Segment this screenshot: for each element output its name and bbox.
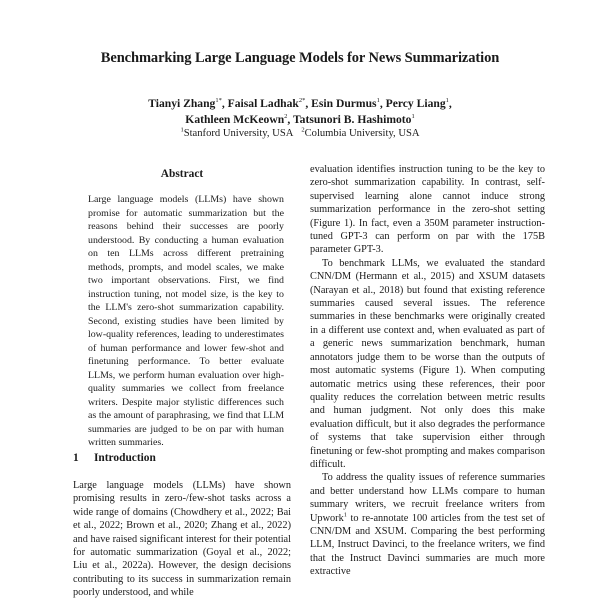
author-line-1: Tianyi Zhang$^{1*}$, Faisal Ladhak$^{2*}$, Esin Durmus$^1$, Percy Liang$^1$, — [148, 97, 452, 110]
right-paragraph-2: To benchmark LLMs, we evaluated the standard CNN/DM (Hermann et al., 2015) and XSUM datasets (Narayan et al., 2018) but found that existing reference summaries caused several issues. The reference summaries in these benchmarks were originally created in a different use context and, when evaluated as part of a generic news summarization benchmark, human annotators judge them to be worse than the outputs of most automatic systems (Figure 1). When computing automatic metrics using these references, their poor quality reduces the correlation between metric results and human judgment. Not only does this make evaluation difficult, but it also degrades the performance of systems that take supervision either through finetuning or few-shot prompting and makes comparison difficult. — [310, 257, 545, 470]
affiliations — [0, 128, 600, 139]
section-title: Introduction — [94, 452, 156, 464]
paper-title: Benchmarking Large Language Models for News Summarization — [100, 50, 500, 66]
affiliation: $^2$Columbia University, USA — [301, 126, 420, 139]
section-number: 1 — [73, 452, 79, 464]
author: Faisal Ladhak$^{2*}$ — [227, 97, 306, 110]
author-line-2: Kathleen McKeown$^2$, Tatsunori B. Hashimoto$^1$ — [185, 113, 415, 126]
abstract-heading: Abstract — [160, 168, 204, 180]
author: Percy Liang$^1$ — [385, 97, 449, 110]
right-column — [310, 163, 545, 579]
right-paragraph-3: To address the quality issues of reference summaries and better understand how LLMs compare to human summary writers, we recruit freelance writers from Upwork$^1$ to re-annotate 100 articles from the test set of CNN/DM and XSUM. Comparing the best performing LLM, Instruct Davinci, to the freelance writers, we find that the Instruct Davinci summaries are much more extractive — [310, 472, 545, 578]
author: Tatsunori B. Hashimoto$^1$ — [293, 113, 415, 126]
footnote-marker[interactable]: 1 — [343, 511, 347, 519]
affiliation: $^1$Stanford University, USA — [180, 126, 294, 139]
author-list — [0, 96, 600, 128]
abstract-text: Large language models (LLMs) have shown promise for automatic summarization but the reasons behind their successes are poorly understood. By conducting a human evaluation on ten LLMs across different pretraining methods, prompts, and model scales, we make two important observations. First, we find instruction tuning, not model size, is the key to the LLM's zero-shot summarization capability. Second, existing studies have been limited by low-quality references, leading to underestimates of human performance and lower few-shot and finetuning performance. To better evaluate LLMs, we perform human evaluation over high-quality summaries we collect from freelance writers. Despite major stylistic differences such as the amount of paraphrasing, we find that LLM summaries are judged to be on par with human written summaries. — [88, 194, 284, 448]
author: Tianyi Zhang$^{1*}$ — [148, 97, 222, 110]
author: Esin Durmus$^1$ — [311, 97, 380, 110]
right-paragraph-1: evaluation identifies instruction tuning to be the key to zero-shot summarization capability. In contrast, self-supervised learning alone cannot induce strong summarization performance in the zero-shot setting (Figure 1). In fact, even a 350M parameter instruction-tuned GPT-3 can perform on par with the 175B parameter GPT-3. — [310, 164, 545, 256]
intro-paragraph-left: Large language models (LLMs) have shown promising results in zero-/few-shot tasks across a wide range of domains (Chowdhery et al., 2022; Bai et al., 2022; Brown et al., 2020; Zhang et al., 2022) and have raised significant interest for their potential for automatic summarization (Goyal et al., 2022; Liu et al., 2022a). However, the design decisions contributing to its success in summarization remain poorly understood, and while — [73, 480, 291, 599]
section-heading-introduction — [73, 452, 156, 464]
author: Kathleen McKeown$^2$ — [185, 113, 288, 126]
